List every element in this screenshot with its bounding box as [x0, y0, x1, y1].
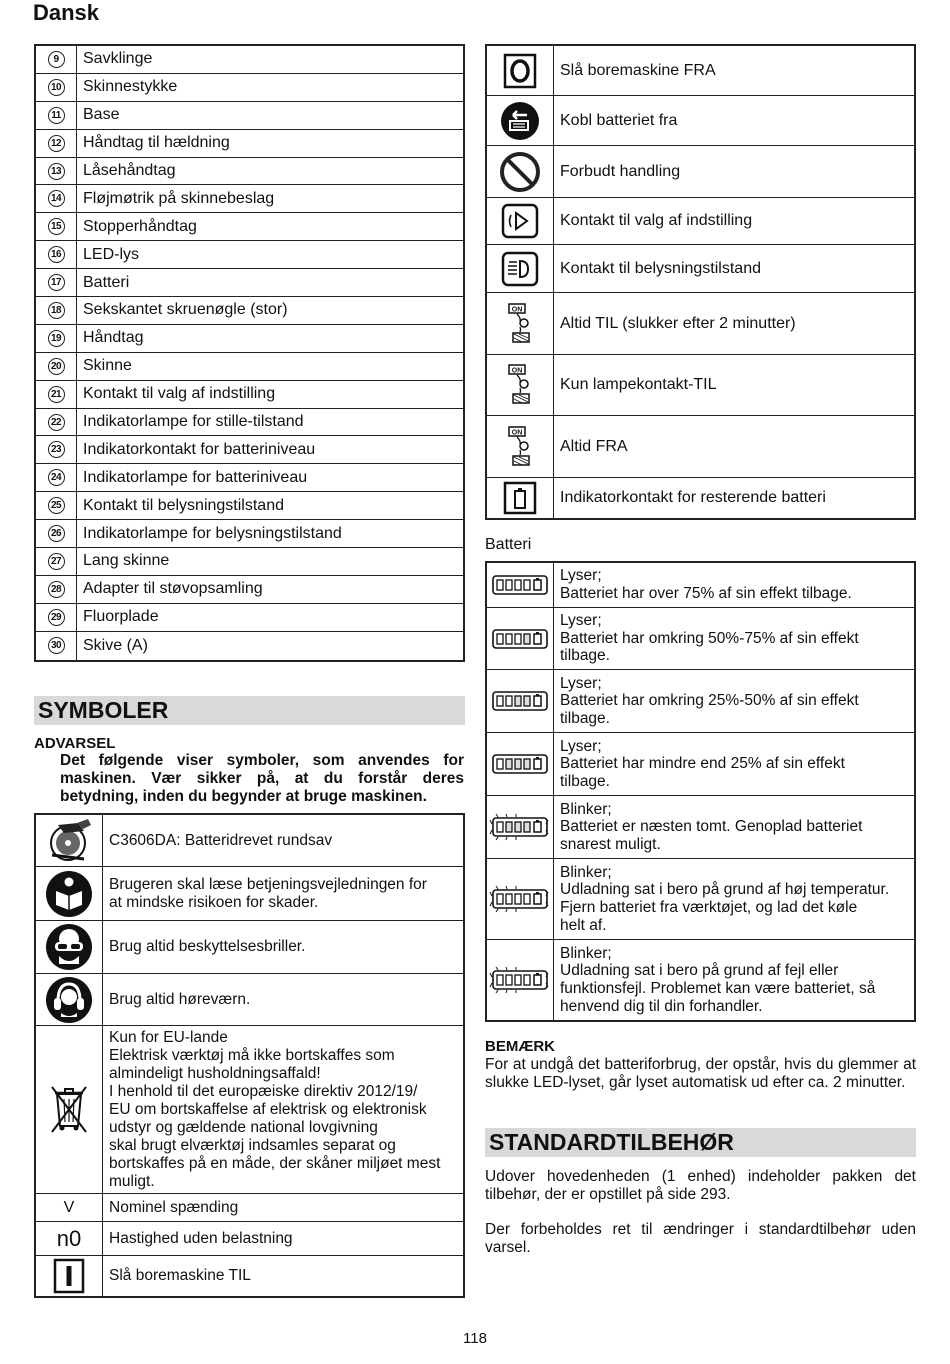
disconnect-battery-icon	[500, 101, 540, 141]
part-row	[36, 353, 463, 381]
switch-on-icon	[52, 1258, 86, 1294]
symbol-row	[36, 1194, 463, 1222]
part-number-cell	[36, 185, 77, 212]
battery-description-line: Blinker;	[560, 944, 612, 962]
part-number: 30	[48, 637, 65, 654]
part-label: Håndtag	[83, 329, 144, 347]
prohibited-icon	[499, 151, 541, 193]
part-number-cell	[36, 102, 77, 129]
symbol-row	[487, 96, 914, 146]
part-number-cell	[36, 464, 77, 491]
battery-description	[554, 796, 914, 858]
symbol-row	[36, 815, 463, 867]
symbol-description	[103, 867, 463, 920]
part-number: 26	[48, 525, 65, 542]
battery-description-line: Lyser;	[560, 737, 602, 755]
battery-segment	[524, 634, 530, 644]
part-label: Kontakt til valg af indstilling	[83, 385, 276, 403]
symbol-row	[36, 974, 463, 1026]
part-number: 19	[48, 330, 65, 347]
svg-text:ON: ON	[511, 429, 523, 436]
battery-segment	[524, 580, 530, 590]
parts-list	[34, 44, 465, 662]
on-off-switch-icon	[507, 363, 533, 407]
symbol-row	[36, 921, 463, 974]
battery-check-icon	[503, 481, 537, 515]
part-label: LED-lys	[83, 245, 140, 263]
battery-gauge-icon	[491, 570, 549, 600]
symbol-description-line: Hastighed uden belastning	[109, 1229, 293, 1247]
battery-description-line: Blinker;	[560, 800, 612, 818]
part-number: 13	[48, 163, 65, 180]
part-number-cell	[36, 604, 77, 631]
part-row	[36, 102, 463, 130]
symbol-description-line: almindeligt husholdningsaffald!	[109, 1064, 321, 1082]
part-label: Lang skinne	[83, 552, 170, 570]
symbol-icon-cell	[36, 815, 103, 866]
symbol-icon-cell	[487, 355, 554, 415]
battery-icon-cell	[487, 733, 554, 795]
battery-segment	[524, 759, 530, 769]
switch-off-icon	[502, 53, 538, 89]
battery-icon-cell	[487, 796, 554, 858]
part-row	[36, 464, 463, 492]
part-number-cell	[36, 381, 77, 408]
symbol-description-line: muligt.	[109, 1172, 155, 1190]
part-row	[36, 269, 463, 297]
symbol-row	[487, 245, 914, 293]
symbol-icon-cell	[487, 478, 554, 518]
battery-segment	[506, 634, 512, 644]
part-number-cell	[36, 130, 77, 157]
light-mode-icon	[501, 251, 539, 287]
part-number: 22	[48, 414, 65, 431]
part-number: 23	[48, 441, 65, 458]
symbol-row	[487, 355, 914, 416]
symbol-icon-cell	[487, 146, 554, 197]
battery-segment	[515, 696, 521, 706]
battery-icon-cell	[487, 940, 554, 1020]
part-number: 15	[48, 218, 65, 235]
battery-icon-cell	[487, 670, 554, 732]
symbol-description-line: Slå boremaskine TIL	[109, 1267, 251, 1284]
part-row	[36, 46, 463, 74]
safety-goggles-icon	[44, 922, 94, 972]
part-label: Batteri	[83, 273, 130, 291]
symbols-table-right	[485, 44, 916, 520]
on-off-switch-icon	[507, 425, 533, 469]
battery-segment	[497, 822, 503, 832]
battery-description-line: Udladning sat i bero på grund af fejl eller	[560, 962, 839, 980]
part-label: Savklinge	[83, 50, 153, 68]
part-number-cell	[36, 46, 77, 73]
symbol-description-line: EU om bortskaffelse af elektrisk og elektronisk	[109, 1100, 427, 1118]
symbols-heading: SYMBOLER	[34, 696, 465, 725]
part-label: Base	[83, 106, 120, 124]
battery-segment	[506, 975, 512, 985]
symbol-description-line: skal brugt elværktøj indsamles separat og	[109, 1136, 396, 1154]
part-row	[36, 492, 463, 520]
battery-description-line: tilbage.	[560, 647, 610, 665]
standard-heading: STANDARDTILBEHØR	[485, 1128, 916, 1157]
battery-description	[554, 733, 914, 795]
mode-select-icon	[501, 203, 539, 239]
battery-segment	[515, 894, 521, 904]
part-number-cell	[36, 353, 77, 380]
part-row	[36, 520, 463, 548]
part-number: 17	[48, 274, 65, 291]
symbol-icon-cell	[487, 245, 554, 292]
battery-description-line: Fjern batteriet fra værktøjet, og lad det køle	[560, 899, 858, 916]
part-label: Skinne	[83, 357, 132, 375]
language-title: Dansk	[33, 0, 100, 25]
battery-segment	[524, 696, 530, 706]
battery-icon-cell	[487, 563, 554, 607]
battery-segment	[506, 759, 512, 769]
part-label: Indikatorlampe for batteriniveau	[83, 468, 308, 486]
part-label: Stopperhåndtag	[83, 217, 197, 235]
part-row	[36, 409, 463, 437]
part-number: 9	[48, 51, 65, 68]
part-number: 25	[48, 497, 65, 514]
battery-description-line: snarest muligt.	[560, 835, 661, 853]
symbol-row	[487, 46, 914, 96]
symbol-icon-cell	[487, 96, 554, 145]
warning-text: Det følgende viser symboler, som anvendes for maskinen. Vær sikker på, at du forstår deres betydning, inden du begynder at bruge maskinen.	[60, 752, 464, 805]
note-title: BEMÆRK	[485, 1038, 555, 1055]
part-row	[36, 604, 463, 632]
part-number: 29	[48, 609, 65, 626]
part-number: 24	[48, 469, 65, 486]
part-label: Sekskantet skruenøgle (stor)	[83, 301, 288, 319]
battery-description-line: Batteriet har over 75% af sin effekt tilbage.	[560, 585, 852, 602]
part-row	[36, 381, 463, 409]
symbol-icon-cell	[487, 198, 554, 244]
battery-segment	[515, 822, 521, 832]
symbol-description	[103, 921, 463, 973]
symbol-icon-cell	[36, 974, 103, 1025]
warning-title: ADVARSEL	[34, 735, 116, 752]
battery-description	[554, 859, 914, 939]
symbol-icon-cell	[36, 867, 103, 920]
symbol-description-line: Elektrisk værktøj må ikke bortskaffes som	[109, 1046, 395, 1064]
part-row	[36, 548, 463, 576]
part-row	[36, 436, 463, 464]
part-number-cell	[36, 241, 77, 268]
symbol-icon-cell	[36, 1194, 103, 1221]
part-number-cell	[36, 576, 77, 603]
part-label: Håndtag til hældning	[83, 134, 230, 152]
part-label: Adapter til støvopsamling	[83, 580, 263, 598]
battery-segment	[524, 822, 530, 832]
part-number: 11	[48, 107, 65, 124]
battery-segment	[506, 822, 512, 832]
symbol-icon-cell	[487, 293, 554, 354]
battery-description-line: Udladning sat i bero på grund af høj temperatur.	[560, 881, 890, 899]
battery-segment	[497, 696, 503, 706]
battery-segment	[515, 634, 521, 644]
symbol-description: Kobl batteriet fra	[560, 111, 678, 129]
part-number: 16	[48, 246, 65, 263]
symbol-description-line: Brug altid høreværn.	[109, 990, 251, 1008]
battery-description-line: Lyser;	[560, 674, 602, 692]
part-row	[36, 325, 463, 353]
symbols-table-left	[34, 813, 465, 1298]
part-number-cell	[36, 213, 77, 240]
battery-segment	[524, 975, 530, 985]
symbol-description-line: Nominel spænding	[109, 1198, 239, 1216]
volt-symbol: V	[63, 1198, 75, 1216]
symbol-row	[487, 416, 914, 478]
part-number-cell	[36, 158, 77, 185]
battery-gauge-icon	[491, 624, 549, 654]
part-row	[36, 632, 463, 660]
symbol-description: Altid FRA	[560, 437, 628, 455]
battery-description-line: Blinker;	[560, 863, 612, 881]
battery-description	[554, 563, 914, 607]
page-number: 118	[463, 1330, 487, 1347]
part-label: Kontakt til belysningstilstand	[83, 496, 284, 514]
battery-segment	[515, 975, 521, 985]
part-number-cell	[36, 436, 77, 463]
part-label: Skive (A)	[83, 636, 148, 654]
battery-row	[487, 563, 914, 608]
battery-segment	[515, 759, 521, 769]
standard-text-1: Udover hovedenheden (1 enhed) indeholder pakken det tilbehør, der er opstillet på side 293.	[485, 1168, 916, 1203]
battery-description-line: Batteriet har omkring 25%-50% af sin effekt	[560, 692, 859, 710]
part-number: 14	[48, 190, 65, 207]
symbol-row	[36, 867, 463, 921]
symbol-icon-cell	[36, 921, 103, 973]
battery-gauge-icon	[491, 749, 549, 779]
part-label: Fløjmøtrik på skinnebeslag	[83, 189, 275, 207]
symbol-icon-cell	[36, 1026, 103, 1193]
battery-icon-cell	[487, 859, 554, 939]
battery-gauge-icon	[489, 965, 551, 995]
symbol-description	[103, 1256, 463, 1296]
symbol-description-line: I henhold til det europæiske direktiv 2012/19/	[109, 1082, 418, 1100]
symbol-description: Indikatorkontakt for resterende batteri	[560, 489, 826, 506]
part-number-cell	[36, 74, 77, 101]
battery-description-line: Lyser;	[560, 612, 602, 630]
part-number: 12	[48, 135, 65, 152]
svg-text:ON: ON	[511, 306, 523, 313]
note-text: For at undgå det batteriforbrug, der opstår, hvis du glemmer at slukke LED-lyset, går lyset automatisk ud efter ca. 2 minutter.	[485, 1056, 916, 1091]
part-label: Indikatorlampe for belysningstilstand	[83, 524, 342, 542]
part-number: 27	[48, 553, 65, 570]
battery-segment	[497, 975, 503, 985]
battery-segment	[497, 580, 503, 590]
part-number: 21	[48, 386, 65, 403]
battery-description-line: Batteriet har mindre end 25% af sin effekt	[560, 755, 845, 773]
ear-protection-icon	[44, 975, 94, 1025]
crossed-bin-icon	[47, 1082, 91, 1138]
battery-description-line: henvend dig til din forhandler.	[560, 997, 763, 1015]
symbol-row	[487, 293, 914, 355]
symbol-description-line: Brugeren skal læse betjeningsvejledningen for	[109, 875, 427, 893]
svg-text:ON: ON	[511, 367, 523, 375]
part-number-cell	[36, 269, 77, 296]
part-number: 18	[48, 302, 65, 319]
part-row	[36, 74, 463, 102]
no-load-speed-symbol: n0	[56, 1225, 82, 1251]
symbol-row	[36, 1222, 463, 1256]
symbol-description	[103, 1222, 463, 1255]
part-row	[36, 130, 463, 158]
battery-row	[487, 859, 914, 940]
part-row	[36, 297, 463, 325]
battery-row	[487, 733, 914, 796]
symbol-icon-cell	[36, 1222, 103, 1255]
part-number-cell	[36, 548, 77, 575]
battery-description-line: Batteriet har omkring 50%-75% af sin effekt	[560, 629, 859, 647]
battery-segment	[497, 894, 503, 904]
battery-description-line: funktionsfejl. Problemet kan være batteriet, så	[560, 980, 876, 997]
battery-segment	[524, 894, 530, 904]
battery-gauge-icon	[489, 884, 551, 914]
part-row	[36, 241, 463, 269]
part-number-cell	[36, 409, 77, 436]
symbol-row	[487, 478, 914, 518]
symbol-icon-cell	[487, 416, 554, 477]
part-number-cell	[36, 297, 77, 324]
part-label: Fluorplade	[83, 608, 159, 626]
standard-text-2: Der forbeholdes ret til ændringer i standardtilbehør uden varsel.	[485, 1221, 916, 1256]
part-number: 28	[48, 581, 65, 598]
symbol-description-line: at mindske risikoen for skader.	[109, 893, 319, 911]
circular-saw-icon	[44, 817, 94, 865]
battery-description-line: Lyser;	[560, 567, 602, 585]
symbol-description-line: Brug altid beskyttelsesbriller.	[109, 938, 306, 955]
symbol-description: Slå boremaskine FRA	[560, 61, 716, 79]
symbol-description-line: udstyr og gældende national lovgivning	[109, 1118, 378, 1136]
symbol-description	[103, 974, 463, 1025]
part-number-cell	[36, 492, 77, 519]
battery-gauge-icon	[491, 686, 549, 716]
part-label: Indikatorkontakt for batteriniveau	[83, 440, 316, 458]
battery-row	[487, 940, 914, 1020]
symbol-row	[36, 1026, 463, 1194]
symbol-description-line: bortskaffes på en måde, der skåner miljøet mest	[109, 1154, 441, 1172]
part-number: 20	[48, 358, 65, 375]
battery-label: Batteri	[485, 536, 532, 553]
symbol-description	[103, 1194, 463, 1221]
part-label: Indikatorlampe for stille-tilstand	[83, 413, 304, 431]
symbol-description-line: C3606DA: Batteridrevet rundsav	[109, 831, 333, 849]
part-number-cell	[36, 632, 77, 660]
battery-description-line: Batteriet er næsten tomt. Genoplad batteriet	[560, 818, 863, 836]
battery-description	[554, 608, 914, 669]
battery-segment	[506, 894, 512, 904]
battery-description	[554, 670, 914, 732]
battery-segment	[506, 696, 512, 706]
battery-row	[487, 670, 914, 733]
battery-icon-cell	[487, 608, 554, 669]
symbol-description: Kontakt til belysningstilstand	[560, 259, 761, 277]
battery-gauge-icon	[489, 812, 551, 842]
battery-segment	[506, 580, 512, 590]
symbol-description	[103, 1026, 463, 1193]
part-label: Skinnestykke	[83, 78, 178, 96]
part-number-cell	[36, 325, 77, 352]
battery-segment	[515, 580, 521, 590]
part-number-cell	[36, 520, 77, 547]
part-label: Låsehåndtag	[83, 162, 176, 179]
part-row	[36, 158, 463, 186]
symbol-row	[487, 146, 914, 198]
read-manual-icon	[44, 869, 94, 919]
battery-description-line: tilbage.	[560, 709, 610, 727]
battery-description-line: tilbage.	[560, 772, 610, 790]
symbol-icon-cell	[36, 1256, 103, 1296]
symbol-description	[103, 815, 463, 866]
symbol-description: Forbudt handling	[560, 162, 681, 180]
battery-description-line: helt af.	[560, 916, 607, 934]
part-row	[36, 213, 463, 241]
battery-table	[485, 561, 916, 1022]
battery-row	[487, 608, 914, 670]
battery-segment	[497, 634, 503, 644]
on-off-switch-icon	[507, 302, 533, 346]
battery-segment	[497, 759, 503, 769]
symbol-row	[487, 198, 914, 245]
symbol-description-line: Kun for EU-lande	[109, 1028, 228, 1046]
symbol-icon-cell	[487, 46, 554, 95]
symbol-description: Altid TIL (slukker efter 2 minutter)	[560, 314, 796, 332]
part-number: 10	[48, 79, 65, 96]
symbol-description: Kun lampekontakt-TIL	[560, 376, 717, 393]
battery-description	[554, 940, 914, 1020]
symbol-row	[36, 1256, 463, 1296]
symbol-description: Kontakt til valg af indstilling	[560, 212, 753, 229]
part-row	[36, 185, 463, 213]
part-row	[36, 576, 463, 604]
battery-row	[487, 796, 914, 859]
